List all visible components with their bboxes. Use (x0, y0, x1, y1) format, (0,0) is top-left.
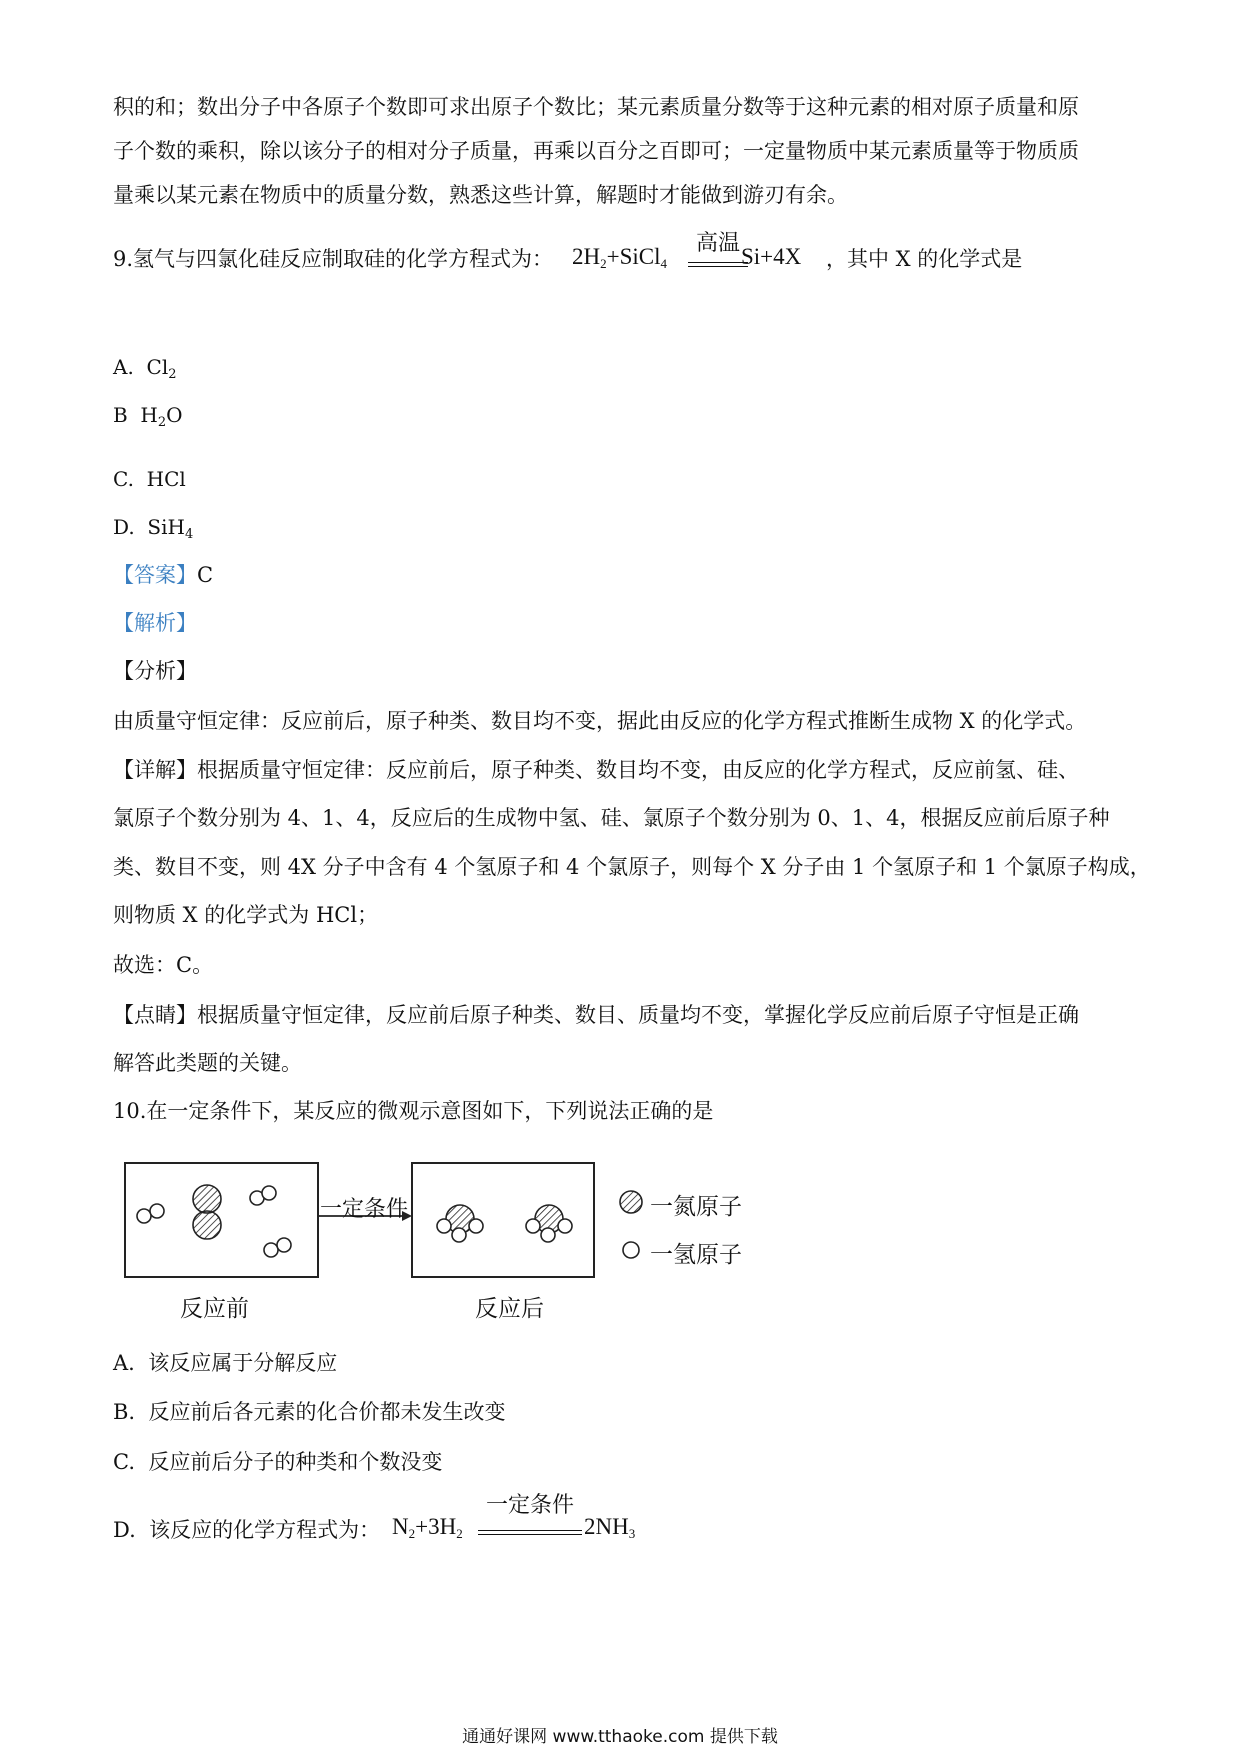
h2-molecule (264, 1238, 291, 1257)
diagram-arrow-label: 一定条件 (320, 1197, 409, 1222)
q10-d-equation-equals (478, 1530, 582, 1535)
q10-d-equation-left: $N_2+3H_2$ (392, 1514, 463, 1541)
q9-option-d[interactable]: D. SiH$_4$ (113, 515, 194, 542)
fenxi-text: 由质量守恒定律：反应前后，原子种类、数目均不变，据此由反应的化学方程式推断生成物 X 的化学式。 (113, 709, 1087, 733)
legend-nitrogen-label: 一氮原子 (650, 1194, 742, 1220)
q9-option-a[interactable]: A. $Cl_2$ (113, 355, 177, 382)
legend-nitrogen-symbol (620, 1191, 642, 1213)
intro-line-2: 子个数的乘积，除以该分子的相对分子质量，再乘以百分之百即可；一定量物质中某元素质量等于物质质 (113, 139, 1079, 163)
legend-hydrogen-symbol (623, 1242, 639, 1258)
h2-molecule (250, 1186, 276, 1205)
q9-stem-tail: ，其中 X 的化学式是 (826, 247, 1023, 271)
q10-stem: 10.在一定条件下，某反应的微观示意图如下，下列说法正确的是 (113, 1099, 714, 1123)
h2-molecule (137, 1204, 164, 1223)
q10-option-d[interactable]: D. 该反应的化学方程式为： (113, 1518, 381, 1542)
q9-equation-condition: 高温 (695, 231, 740, 256)
detail-line-3: 类、数目不变，则 4X 分子中含有 4 个氢原子和 4 个氯原子，则每个 X 分子由 1 个氢原子和 1 个氯原子构成， (113, 855, 1151, 879)
page-footer: 通通好课网 www.tthaoke.com 提供下载 (462, 1727, 778, 1747)
q10-option-b[interactable]: B. 反应前后各元素的化合价都未发生改变 (113, 1400, 506, 1424)
nh3-molecule (437, 1205, 483, 1242)
before-label: 反应前 (180, 1296, 249, 1322)
dianjing-line-2: 解答此类题的关键。 (113, 1051, 302, 1075)
dianjing-line-1: 【点睛】根据质量守恒定律，反应前后原子种类、数目、质量均不变，掌握化学反应前后原子守恒是正确 (113, 1003, 1079, 1027)
intro-line-3: 量乘以某元素在物质中的质量分数，熟悉这些计算，解题时才能做到游刃有余。 (113, 183, 848, 207)
q10-d-equation-right: $2NH_3$ (584, 1514, 636, 1541)
legend-hydrogen-label: 一氢原子 (650, 1242, 742, 1268)
intro-line-1: 积的和；数出分子中各原子个数即可求出原子个数比；某元素质量分数等于这种元素的相对原子质量和原 (113, 95, 1079, 119)
after-label: 反应后 (475, 1296, 544, 1322)
detail-line-1: 【详解】根据质量守恒定律：反应前后，原子种类、数目均不变，由反应的化学方程式，反应前氢、硅、 (113, 758, 1079, 782)
answer-tag: 【答案】 (113, 563, 197, 587)
q9-option-c[interactable]: C. HCl (113, 467, 186, 491)
q9-answer: 【答案】C (113, 563, 214, 587)
nh3-molecule (526, 1205, 572, 1242)
q9-stem: 9.氢气与四氯化硅反应制取硅的化学方程式为： (113, 247, 554, 271)
q10-d-equation-condition: 一定条件 (485, 1493, 574, 1518)
q9-equation-right: Si+4X (741, 244, 802, 269)
detail-line-4: 则物质 X 的化学式为 HCl； (113, 903, 379, 927)
fenxi-tag: 【分析】 (113, 659, 197, 683)
q9-option-b[interactable]: B $H_2O$ (113, 403, 183, 430)
analysis-tag: 【解析】 (113, 611, 197, 635)
q9-equation-left: $2H_2+SiCl_4$ (572, 244, 668, 271)
q10-option-c[interactable]: C. 反应前后分子的种类和个数没变 (113, 1450, 443, 1474)
before-box (125, 1163, 318, 1277)
n2-molecule (193, 1185, 221, 1239)
choose-text: 故选：C。 (113, 953, 214, 977)
q10-option-a[interactable]: A. 该反应属于分解反应 (113, 1351, 338, 1375)
detail-line-2: 氯原子个数分别为 4、1、4，反应后的生成物中氢、硅、氯原子个数分别为 0、1、4，根据反应前后原子种 (113, 806, 1110, 830)
